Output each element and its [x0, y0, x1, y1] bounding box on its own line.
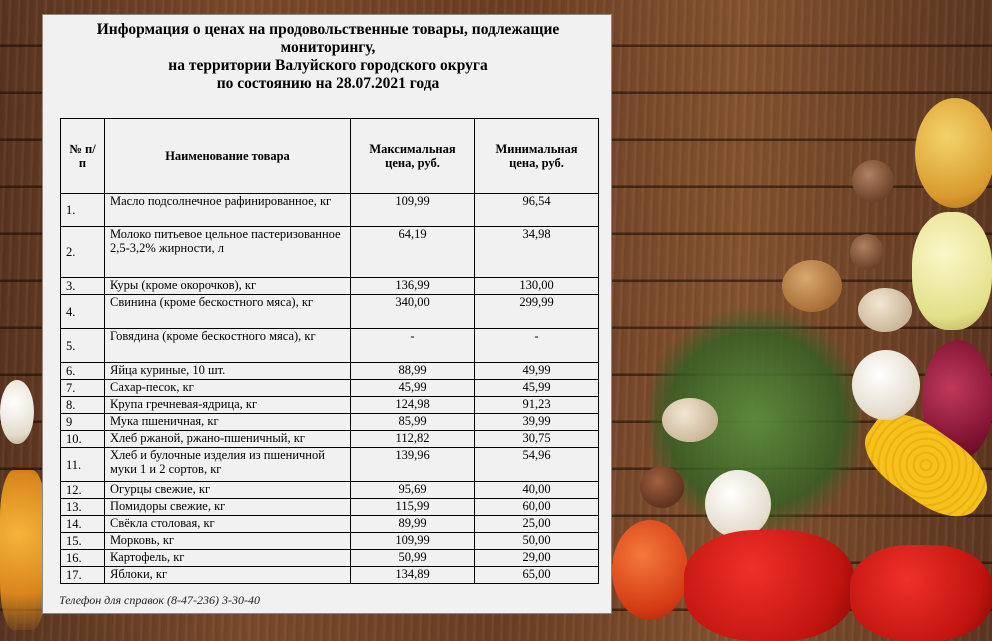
pear-icon [915, 98, 992, 208]
cell-min-price: 299,99 [475, 295, 599, 329]
cell-max-price: 340,00 [351, 295, 475, 329]
cell-max-price: 115,99 [351, 499, 475, 516]
price-table [60, 118, 599, 584]
cell-name: Свинина (кроме бескостного мяса), кг [105, 295, 351, 329]
table-row [61, 329, 599, 363]
cell-num: 15. [61, 533, 105, 550]
cell-num: 1. [61, 194, 105, 227]
cell-min-price: 34,98 [475, 227, 599, 278]
cell-min-price: 40,00 [475, 482, 599, 499]
table-row [61, 499, 599, 516]
table-header-row [61, 119, 599, 194]
cell-max-price: 95,69 [351, 482, 475, 499]
column-header-min-price: Минимальная цена, руб. [475, 119, 599, 194]
cell-min-price: 96,54 [475, 194, 599, 227]
cell-name: Куры (кроме окорочков), кг [105, 278, 351, 295]
cell-min-price: 39,99 [475, 414, 599, 431]
cell-num: 3. [61, 278, 105, 295]
cell-max-price: 88,99 [351, 363, 475, 380]
cell-num: 17. [61, 567, 105, 584]
cell-name: Яблоки, кг [105, 567, 351, 584]
column-header-name: Наименование товара [105, 119, 351, 194]
cell-min-price: 65,00 [475, 567, 599, 584]
title-line: Информация о ценах на продовольственные товары, подлежащие [96, 21, 560, 38]
cell-name: Молоко питьевое цельное пастеризованное 2,5-3,2% жирности, л [105, 227, 351, 278]
table-row [61, 482, 599, 499]
cell-num: 11. [61, 448, 105, 482]
table-row [61, 380, 599, 397]
cell-max-price: 64,19 [351, 227, 475, 278]
pepper-icon [912, 212, 992, 330]
hazelnut-icon [852, 160, 894, 202]
title-line: на территории Валуйского городского округа [168, 57, 488, 74]
table-row [61, 567, 599, 584]
cell-max-price: 139,96 [351, 448, 475, 482]
cell-max-price: 50,99 [351, 550, 475, 567]
table-row [61, 194, 599, 227]
cell-max-price: 89,99 [351, 516, 475, 533]
column-header-max-price: Максимальная цена, руб. [351, 119, 475, 194]
cell-num: 2. [61, 227, 105, 278]
cell-name: Масло подсолнечное рафинированное, кг [105, 194, 351, 227]
cell-name: Помидоры свежие, кг [105, 499, 351, 516]
table-row [61, 414, 599, 431]
cell-name: Говядина (кроме бескостного мяса), кг [105, 329, 351, 363]
cell-num: 4. [61, 295, 105, 329]
cell-min-price: 29,00 [475, 550, 599, 567]
price-info-sheet [42, 14, 612, 614]
cell-name: Огурцы свежие, кг [105, 482, 351, 499]
title-line: по состоянию на 28.07.2021 года [216, 75, 440, 92]
cell-name: Яйца куриные, 10 шт. [105, 363, 351, 380]
cell-max-price: 85,99 [351, 414, 475, 431]
garlic-icon [0, 380, 34, 444]
pepper-icon [850, 545, 992, 641]
cell-num: 10. [61, 431, 105, 448]
cell-name: Свёкла столовая, кг [105, 516, 351, 533]
cell-num: 6. [61, 363, 105, 380]
cell-num: 5. [61, 329, 105, 363]
cell-name: Хлеб и булочные изделия из пшеничной муки 1 и 2 сортов, кг [105, 448, 351, 482]
cell-min-price: 30,75 [475, 431, 599, 448]
walnut-icon [782, 260, 842, 312]
cell-name: Хлеб ржаной, ржано-пшеничный, кг [105, 431, 351, 448]
table-row [61, 550, 599, 567]
cell-max-price: 136,99 [351, 278, 475, 295]
cell-min-price: 45,99 [475, 380, 599, 397]
cell-name: Крупа гречневая-ядрица, кг [105, 397, 351, 414]
cell-min-price: 130,00 [475, 278, 599, 295]
column-header-num: № п/п [61, 119, 105, 194]
flower-icon [0, 470, 46, 630]
cell-num: 9 [61, 414, 105, 431]
cell-min-price: 54,96 [475, 448, 599, 482]
hazelnut-icon [850, 234, 884, 270]
table-row [61, 516, 599, 533]
title-line: мониторингу, [280, 39, 376, 56]
table-row [61, 448, 599, 482]
cell-num: 8. [61, 397, 105, 414]
price-table-body [61, 194, 599, 584]
table-row [61, 533, 599, 550]
pepper-icon [684, 530, 854, 641]
egg-icon [858, 288, 912, 332]
cell-name: Сахар-песок, кг [105, 380, 351, 397]
cell-num: 13. [61, 499, 105, 516]
hazelnut-icon [640, 466, 684, 508]
cell-max-price: 109,99 [351, 194, 475, 227]
table-row [61, 363, 599, 380]
cell-min-price: 49,99 [475, 363, 599, 380]
cell-num: 16. [61, 550, 105, 567]
table-row [61, 431, 599, 448]
cell-num: 12. [61, 482, 105, 499]
table-row [61, 295, 599, 329]
cell-max-price: 109,99 [351, 533, 475, 550]
garlic-icon [705, 470, 771, 538]
cell-num: 7. [61, 380, 105, 397]
cell-max-price: 134,89 [351, 567, 475, 584]
cell-max-price: - [351, 329, 475, 363]
cell-min-price: - [475, 329, 599, 363]
cell-num: 14. [61, 516, 105, 533]
cell-min-price: 50,00 [475, 533, 599, 550]
cell-max-price: 124,98 [351, 397, 475, 414]
cell-min-price: 60,00 [475, 499, 599, 516]
cell-max-price: 112,82 [351, 431, 475, 448]
tomato-icon [612, 520, 688, 620]
page-title [43, 21, 613, 93]
contact-phone: Телефон для справок (8-47-236) 3-30-40 [59, 593, 260, 607]
garlic-icon [852, 350, 920, 420]
egg-icon [662, 398, 718, 442]
table-row [61, 397, 599, 414]
table-row [61, 227, 599, 278]
cell-name: Морковь, кг [105, 533, 351, 550]
cell-name: Мука пшеничная, кг [105, 414, 351, 431]
cell-name: Картофель, кг [105, 550, 351, 567]
cell-min-price: 91,23 [475, 397, 599, 414]
cell-min-price: 25,00 [475, 516, 599, 533]
table-row [61, 278, 599, 295]
cell-max-price: 45,99 [351, 380, 475, 397]
